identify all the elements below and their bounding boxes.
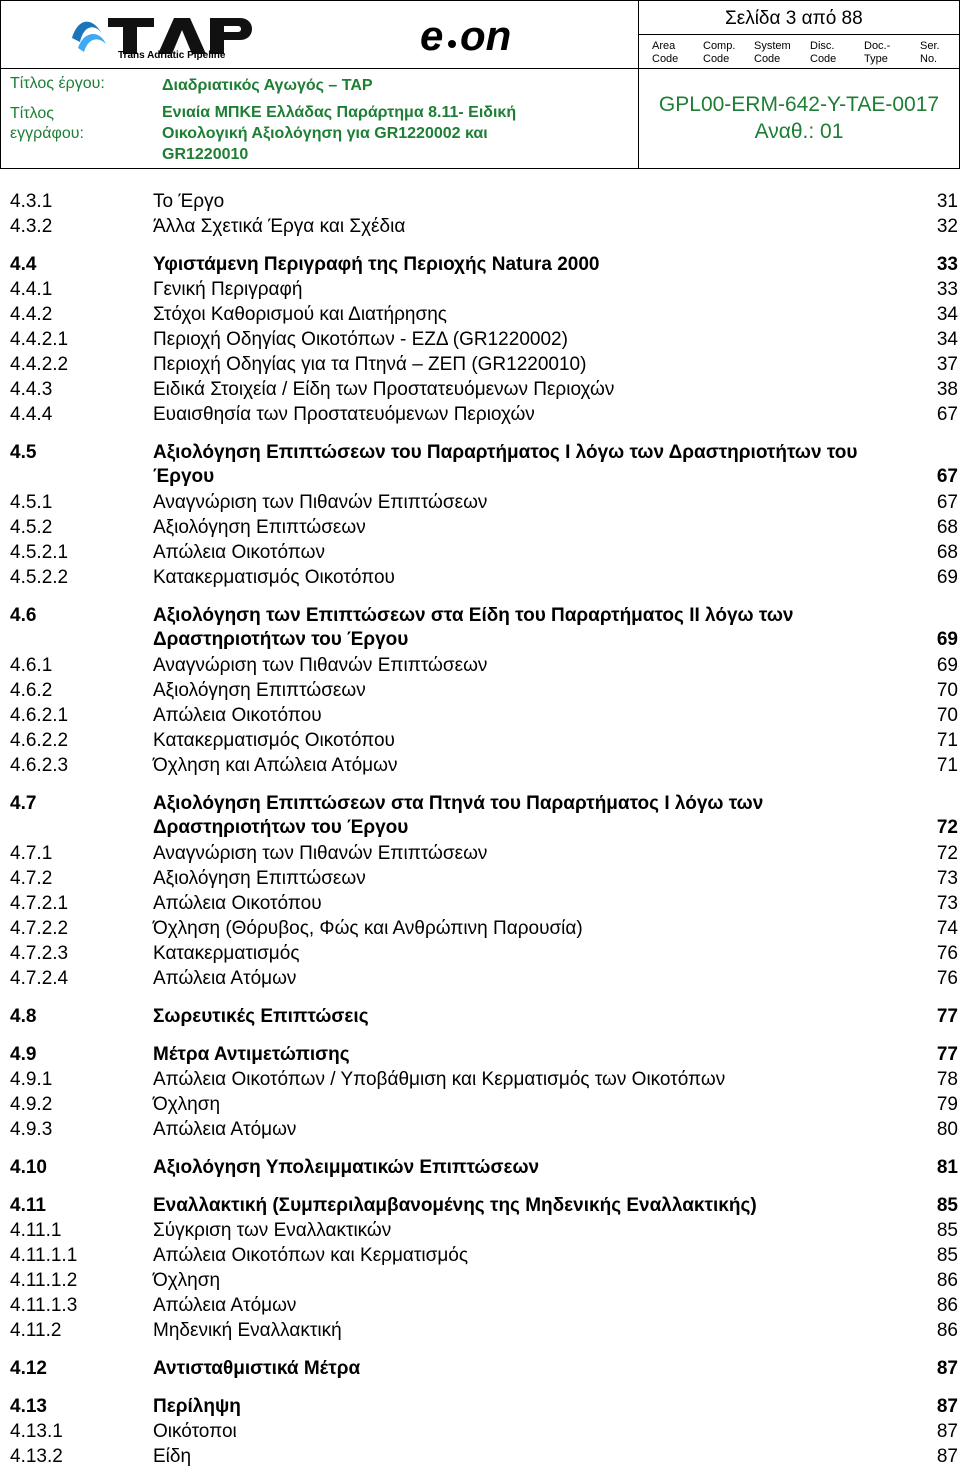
toc-entry-page: 33 [936, 279, 958, 300]
toc-entry[interactable] [10, 792, 958, 840]
toc-entry-number: 4.3.1 [10, 191, 53, 212]
toc-entry-title: Απώλεια Ατόμων [153, 1119, 297, 1140]
toc-entry-title: Όχληση και Απώλεια Ατόμων [153, 755, 398, 776]
toc-entry-number: 4.7.2.3 [10, 943, 69, 964]
toc-entry-page: 71 [936, 730, 958, 751]
toc-entry-page: 68 [936, 542, 958, 563]
toc-entry-title: Απώλεια Οικοτόπων και Κερματισμός [153, 1245, 469, 1266]
toc-entry-title: Αξιολόγηση Υπολειμματικών Επιπτώσεων [153, 1157, 540, 1178]
toc-entry-title: Αξιολόγηση Επιπτώσεων στα Πτηνά του Παραρτήματος Ι λόγω των Δραστηριοτήτων του Έργου [153, 793, 764, 838]
toc-entry-number: 4.11.2 [10, 1320, 62, 1341]
document-number: GPL00-ERM-642-Y-TAE-0017 [658, 93, 940, 116]
toc-entry[interactable] [10, 654, 958, 678]
toc-entry-number: 4.8 [10, 1006, 37, 1027]
doc-title-label-1: Τίτλος [10, 105, 55, 122]
toc-entry-title: Κατακερματισμός [153, 943, 300, 964]
toc-entry[interactable] [10, 378, 958, 402]
toc-entry-page: 72 [936, 817, 958, 838]
toc-entry[interactable] [10, 353, 958, 377]
toc-entry-number: 4.11.1.3 [10, 1295, 78, 1316]
toc-entry-number: 4.5.1 [10, 492, 53, 513]
svg-text:on: on [460, 14, 512, 58]
toc-entry-title: Όχληση (Θόρυβος, Φώς και Ανθρώπινη Παρουσία) [153, 918, 583, 939]
toc-entry-number: 4.7.2.1 [10, 893, 69, 914]
toc-entry-title: Όχληση [153, 1094, 221, 1115]
toc-entry-number: 4.11.1.2 [10, 1270, 78, 1291]
toc-entry[interactable] [10, 892, 958, 916]
toc-entry[interactable] [10, 1269, 958, 1293]
toc-entry[interactable] [10, 1319, 958, 1343]
toc-entry[interactable] [10, 867, 958, 891]
toc-entry-title: Απώλεια Ατόμων [153, 1295, 297, 1316]
toc-entry-number: 4.6.2.2 [10, 730, 69, 751]
toc-entry[interactable] [10, 253, 958, 277]
toc-entry-page: 69 [936, 629, 958, 650]
toc-entry-page: 33 [936, 254, 958, 275]
toc-entry-number: 4.3.2 [10, 216, 53, 237]
toc-entry-title: Μηδενική Εναλλακτική [153, 1320, 342, 1341]
toc-entry-title: Απώλεια Οικοτόπων [153, 542, 325, 563]
toc-entry-page: 87 [936, 1396, 958, 1417]
toc-entry-title: Περιοχή Οδηγίας Οικοτόπων - ΕΖΔ (GR1220002) [153, 329, 568, 350]
toc-entry-page: 85 [936, 1195, 958, 1216]
toc-entry-number: 4.7.2.2 [10, 918, 69, 939]
toc-entry[interactable] [10, 942, 958, 966]
toc-entry-title: Αντισταθμιστικά Μέτρα [153, 1358, 361, 1379]
toc-entry[interactable] [10, 278, 958, 302]
toc-entry-title: Αξιολόγηση των Επιπτώσεων στα Είδη του Παραρτήματος ΙΙ λόγω των Δραστηριοτήτων του Έργου [153, 605, 794, 650]
toc-entry-number: 4.4.1 [10, 279, 53, 300]
code-comp: Comp. Code [703, 40, 736, 65]
doc-title-line-2: Οικολογική Αξιολόγηση για GR1220002 και [162, 125, 488, 142]
toc-entry-page: 38 [936, 379, 958, 400]
code-serial: Ser. No. [920, 40, 940, 65]
toc-entry[interactable] [10, 679, 958, 703]
toc-entry-number: 4.9.2 [10, 1094, 53, 1115]
toc-entry-title: Αξιολόγηση Επιπτώσεων [153, 517, 366, 538]
toc-entry-title: Όχληση [153, 1270, 221, 1291]
toc-entry-title: Ειδικά Στοιχεία / Είδη των Προστατευόμενων Περιοχών [153, 379, 615, 400]
toc-entry-title: Αξιολόγηση Επιπτώσεων [153, 680, 366, 701]
toc-entry-page: 73 [936, 893, 958, 914]
toc-entry-page: 67 [936, 404, 958, 425]
toc-entry[interactable] [10, 1219, 958, 1243]
toc-entry-page: 87 [936, 1446, 958, 1467]
toc-entry-number: 4.13.2 [10, 1446, 63, 1467]
toc-entry-title: Περιοχή Οδηγίας για τα Πτηνά – ΖΕΠ (GR1220010) [153, 354, 587, 375]
toc-entry[interactable] [10, 1118, 958, 1142]
toc-entry[interactable] [10, 328, 958, 352]
toc-entry[interactable] [10, 1395, 958, 1419]
toc-entry-page: 69 [936, 567, 958, 588]
toc-entry-title: Περίληψη [153, 1396, 241, 1417]
toc-entry-number: 4.6 [10, 605, 37, 626]
svg-text:e: e [420, 14, 444, 58]
toc-entry-title: Εναλλακτική (Συμπεριλαμβανομένης της Μηδενικής Εναλλακτικής) [153, 1195, 757, 1216]
toc-entry-title: Απώλεια Οικοτόπου [153, 893, 322, 914]
toc-entry-page: 86 [936, 1295, 958, 1316]
toc-entry[interactable] [10, 303, 958, 327]
toc-entry-number: 4.5.2 [10, 517, 53, 538]
toc-entry-page: 85 [936, 1245, 958, 1266]
toc-entry[interactable] [10, 403, 958, 427]
page-counter: Σελίδα 3 από 88 [725, 8, 863, 29]
toc-entry-page: 76 [936, 968, 958, 989]
toc-entry-page: 87 [936, 1421, 958, 1442]
toc-entry-page: 80 [936, 1119, 958, 1140]
document-header [0, 0, 960, 170]
toc-entry-page: 77 [936, 1044, 958, 1065]
toc-entry-title: Οικότοποι [153, 1421, 237, 1442]
toc-entry-number: 4.6.2.1 [10, 705, 69, 726]
toc-entry-page: 37 [936, 354, 958, 375]
toc-entry-page: 86 [936, 1270, 958, 1291]
toc-entry-number: 4.4.2.1 [10, 329, 69, 350]
toc-entry-number: 4.11.1 [10, 1220, 62, 1241]
toc-entry-title: Στόχοι Καθορισμού και Διατήρησης [153, 304, 447, 325]
toc-entry[interactable] [10, 190, 958, 214]
toc-entry-title: Σύγκριση των Εναλλακτικών [153, 1220, 392, 1241]
toc-entry-number: 4.7 [10, 793, 37, 814]
toc-entry-title: Αναγνώριση των Πιθανών Επιπτώσεων [153, 843, 488, 864]
toc-entry-title: Αξιολόγηση Επιπτώσεων [153, 868, 366, 889]
toc-entry[interactable] [10, 1357, 958, 1381]
toc-entry[interactable] [10, 516, 958, 540]
toc-entry[interactable] [10, 491, 958, 515]
toc-entry-number: 4.7.2 [10, 868, 53, 889]
toc-entry-number: 4.4 [10, 254, 37, 275]
toc-entry[interactable] [10, 441, 958, 489]
project-value: Διαδριατικός Αγωγός – TAP [162, 77, 373, 94]
toc-entry-page: 77 [936, 1006, 958, 1027]
toc-entry[interactable] [10, 1194, 958, 1218]
toc-entry[interactable] [10, 967, 958, 991]
toc-entry-title: Αναγνώριση των Πιθανών Επιπτώσεων [153, 492, 488, 513]
toc-entry-title: Σωρευτικές Επιπτώσεις [153, 1006, 369, 1027]
toc-entry-number: 4.4.2 [10, 304, 53, 325]
toc-entry-page: 74 [936, 918, 958, 939]
toc-entry[interactable] [10, 1068, 958, 1092]
toc-entry-title: Κατακερματισμός Οικοτόπου [153, 730, 395, 751]
toc-entry-page: 86 [936, 1320, 958, 1341]
toc-entry[interactable] [10, 541, 958, 565]
toc-entry-page: 76 [936, 943, 958, 964]
toc-entry[interactable] [10, 704, 958, 728]
toc-entry-page: 81 [936, 1157, 958, 1178]
toc-entry-number: 4.4.2.2 [10, 354, 69, 375]
toc-entry[interactable] [10, 1156, 958, 1180]
toc-entry-title: Κατακερματισμός Οικοτόπου [153, 567, 395, 588]
toc-entry-number: 4.12 [10, 1358, 47, 1379]
toc-entry[interactable] [10, 215, 958, 239]
toc-entry-page: 73 [936, 868, 958, 889]
toc-entry[interactable] [10, 1093, 958, 1117]
toc-entry-title: Γενική Περιγραφή [153, 279, 303, 300]
toc-entry[interactable] [10, 604, 958, 652]
toc-entry[interactable] [10, 842, 958, 866]
toc-entry[interactable] [10, 1445, 958, 1469]
toc-entry-page: 68 [936, 517, 958, 538]
toc-entry-number: 4.10 [10, 1157, 47, 1178]
toc-entry-page: 31 [936, 191, 958, 212]
toc-entry-number: 4.7.1 [10, 843, 53, 864]
toc-entry-page: 34 [936, 329, 958, 350]
toc-entry[interactable] [10, 1244, 958, 1268]
toc-entry-title: Υφιστάμενη Περιγραφή της Περιοχής Natura 2000 [153, 254, 600, 275]
doc-title-label-2: εγγράφου: [10, 125, 84, 142]
toc-entry[interactable] [10, 729, 958, 753]
toc-entry-title: Απώλεια Οικοτόπων / Υποβάθμιση και Κερματισμός των Οικοτόπων [153, 1069, 726, 1090]
toc-entry-number: 4.9.1 [10, 1069, 53, 1090]
toc-entry[interactable] [10, 1420, 958, 1444]
toc-entry-number: 4.4.4 [10, 404, 53, 425]
toc-entry-page: 78 [936, 1069, 958, 1090]
toc-entry-title: Μέτρα Αντιμετώπισης [153, 1044, 350, 1065]
toc-entry-title: Το Έργο [153, 191, 225, 212]
toc-entry-title: Αξιολόγηση Επιπτώσεων του Παραρτήματος Ι λόγω των Δραστηριοτήτων του Έργου [153, 442, 858, 487]
toc-entry-page: 71 [936, 755, 958, 776]
toc-entry-title: Απώλεια Οικοτόπου [153, 705, 322, 726]
code-system: System Code [754, 40, 791, 65]
toc-entry-page: 67 [936, 492, 958, 513]
project-label: Τίτλος έργου: [10, 75, 105, 92]
toc-entry-title: Άλλα Σχετικά Έργα και Σχέδια [153, 216, 406, 237]
toc-entry-page: 32 [936, 216, 958, 237]
toc-entry-number: 4.6.2 [10, 680, 53, 701]
toc-entry[interactable] [10, 1043, 958, 1067]
toc-entry-number: 4.13.1 [10, 1421, 63, 1442]
toc-entry[interactable] [10, 917, 958, 941]
code-area: Area Code [652, 40, 679, 65]
toc-entry[interactable] [10, 1005, 958, 1029]
toc-entry-page: 72 [936, 843, 958, 864]
toc-entry-number: 4.11 [10, 1195, 46, 1216]
code-doctype: Doc.- Type [864, 40, 891, 65]
doc-title-line-1: Ενιαία ΜΠΚΕ Ελλάδας Παράρτημα 8.11- Ειδική [162, 104, 517, 121]
toc-entry-number: 4.6.1 [10, 655, 53, 676]
toc-entry-page: 69 [936, 655, 958, 676]
toc-entry-number: 4.5 [10, 442, 37, 463]
toc-entry-number: 4.5.2.2 [10, 567, 69, 588]
toc-entry-page: 85 [936, 1220, 958, 1241]
toc-entry-number: 4.7.2.4 [10, 968, 69, 989]
toc-entry-title: Απώλεια Ατόμων [153, 968, 297, 989]
toc-entry[interactable] [10, 1294, 958, 1318]
doc-title-line-3: GR1220010 [162, 146, 249, 163]
toc-entry-title: Αναγνώριση των Πιθανών Επιπτώσεων [153, 655, 488, 676]
toc-entry-title: Είδη [153, 1446, 192, 1467]
toc-entry-number: 4.9.3 [10, 1119, 53, 1140]
toc-entry-page: 79 [936, 1094, 958, 1115]
toc-entry-number: 4.13 [10, 1396, 47, 1417]
toc-entry-page: 70 [936, 705, 958, 726]
toc-entry[interactable] [10, 566, 958, 590]
toc-entry-number: 4.9 [10, 1044, 37, 1065]
toc-entry-title: Ευαισθησία των Προστατευόμενων Περιοχών [153, 404, 535, 425]
toc-entry-number: 4.11.1.1 [10, 1245, 78, 1266]
toc-entry[interactable] [10, 754, 958, 778]
code-disc: Disc. Code [810, 40, 837, 65]
eon-logo [420, 14, 540, 58]
toc-entry-page: 34 [936, 304, 958, 325]
toc-entry-page: 70 [936, 680, 958, 701]
toc-entry-page: 67 [936, 466, 958, 487]
toc-entry-number: 4.6.2.3 [10, 755, 69, 776]
toc-entry-number: 4.4.3 [10, 379, 53, 400]
toc-entry-number: 4.5.2.1 [10, 542, 69, 563]
toc-entry-page: 87 [936, 1358, 958, 1379]
revision: Αναθ.: 01 [754, 120, 844, 143]
tap-tagline: Trans Adriatic Pipeline [118, 50, 226, 61]
